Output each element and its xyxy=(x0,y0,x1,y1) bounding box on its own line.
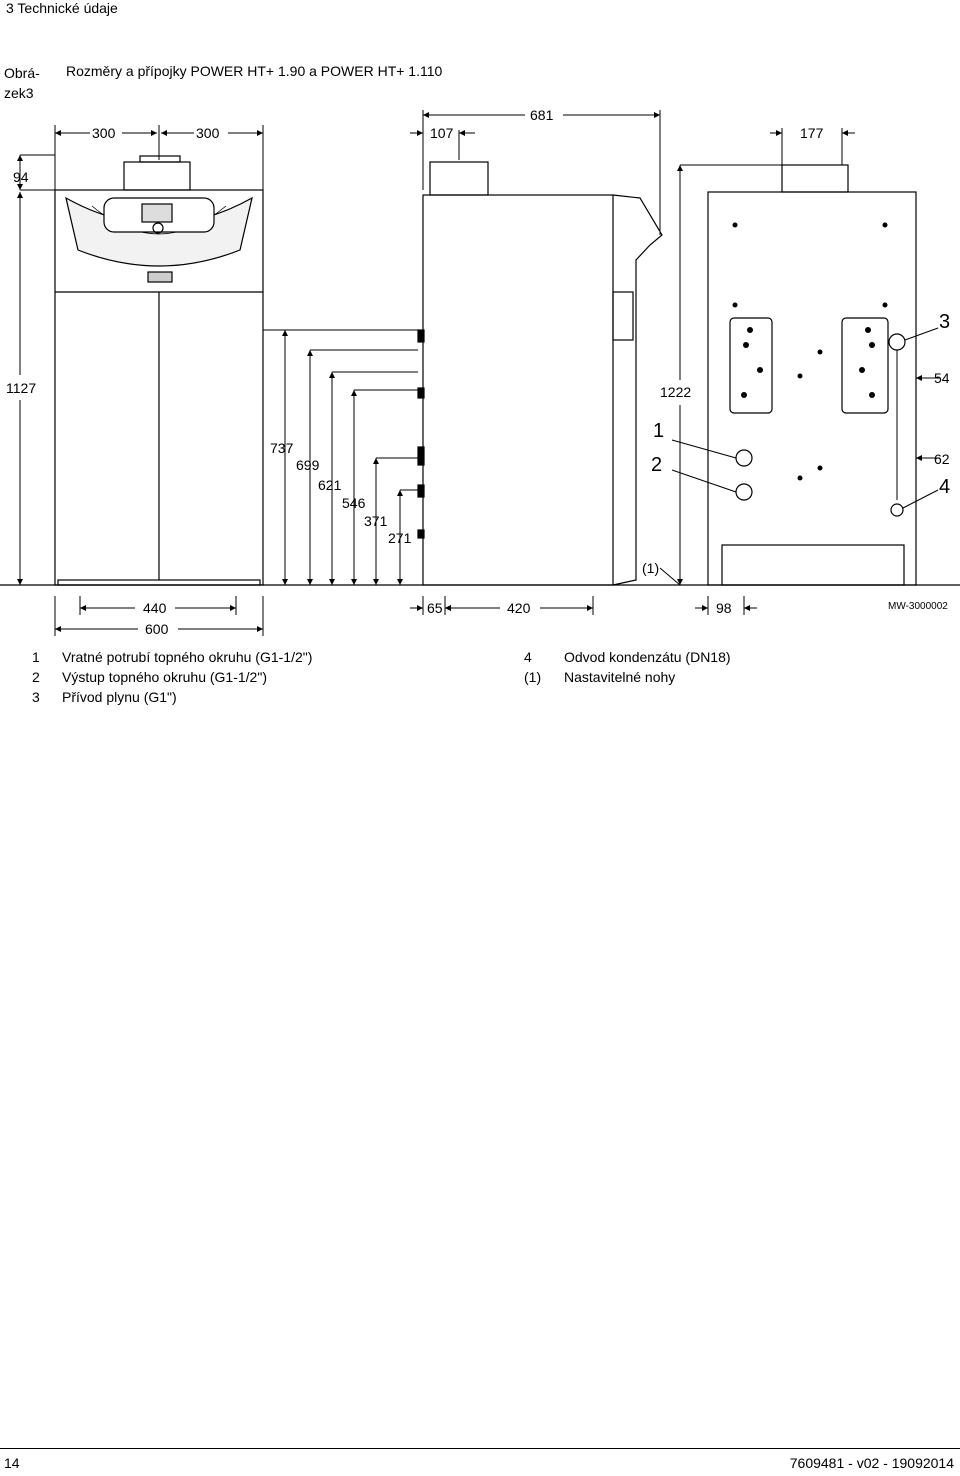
legend-item: 2 Výstup topného okruhu (G1-1/2") xyxy=(32,669,267,685)
dim-front-width-1: 300 xyxy=(92,125,116,141)
legend-item: 1 Vratné potrubí topného okruhu (G1-1/2") xyxy=(32,649,313,665)
back-view xyxy=(708,165,916,585)
dim-side-420: 420 xyxy=(507,600,531,616)
dim-top-94: 94 xyxy=(13,169,29,185)
legend-item: (1) Nastavitelné nohy xyxy=(524,669,676,685)
dim-front-width-2: 300 xyxy=(196,125,220,141)
side-view xyxy=(418,162,665,585)
dim-back-98: 98 xyxy=(716,600,732,616)
figure-title: Rozměry a přípojky POWER HT+ 1.90 a POWER HT+ 1.110 xyxy=(66,63,443,79)
document-id: 7609481 - v02 - 19092014 xyxy=(789,1455,954,1471)
legend-item: 4 Odvod kondenzátu (DN18) xyxy=(524,649,731,665)
dim-h546: 546 xyxy=(342,495,366,511)
callout-1: 1 xyxy=(653,420,665,442)
legend-item: 3 Přívod plynu (G1") xyxy=(32,689,177,705)
dim-h621: 621 xyxy=(318,477,342,493)
front-view xyxy=(55,156,263,585)
page-number: 14 xyxy=(4,1455,20,1471)
callout-3: 3 xyxy=(939,311,951,333)
dim-h271: 271 xyxy=(388,530,412,546)
back-view-holes xyxy=(733,223,888,481)
dimension-lines xyxy=(20,110,940,636)
dim-bottom-440: 440 xyxy=(143,600,167,616)
dim-h737: 737 xyxy=(270,440,294,456)
dim-height-1127: 1127 xyxy=(6,380,37,396)
dim-side-65: 65 xyxy=(427,600,443,616)
technical-drawing xyxy=(0,0,960,720)
figure-label-line1: Obrá- xyxy=(4,65,40,81)
dim-back-62: 62 xyxy=(934,451,950,467)
dim-back-54: 54 xyxy=(934,370,950,386)
legend-right xyxy=(524,647,731,687)
callout-2: 2 xyxy=(651,454,663,476)
dim-side-681: 681 xyxy=(530,107,554,123)
callout-feet: (1) xyxy=(642,560,660,576)
dim-h699: 699 xyxy=(296,457,320,473)
callout-4: 4 xyxy=(939,476,951,498)
dim-back-1222: 1222 xyxy=(660,384,692,400)
chapter-header: 3 Technické údaje xyxy=(6,0,118,16)
figure-code: MW-3000002 xyxy=(888,601,948,612)
legend-left xyxy=(32,647,312,707)
dim-side-107: 107 xyxy=(430,125,454,141)
figure-label-line2: zek3 xyxy=(4,85,34,101)
dim-bottom-600: 600 xyxy=(145,621,169,637)
dim-back-177: 177 xyxy=(800,125,824,141)
dim-h371: 371 xyxy=(364,513,388,529)
footer-rule xyxy=(0,1448,960,1449)
